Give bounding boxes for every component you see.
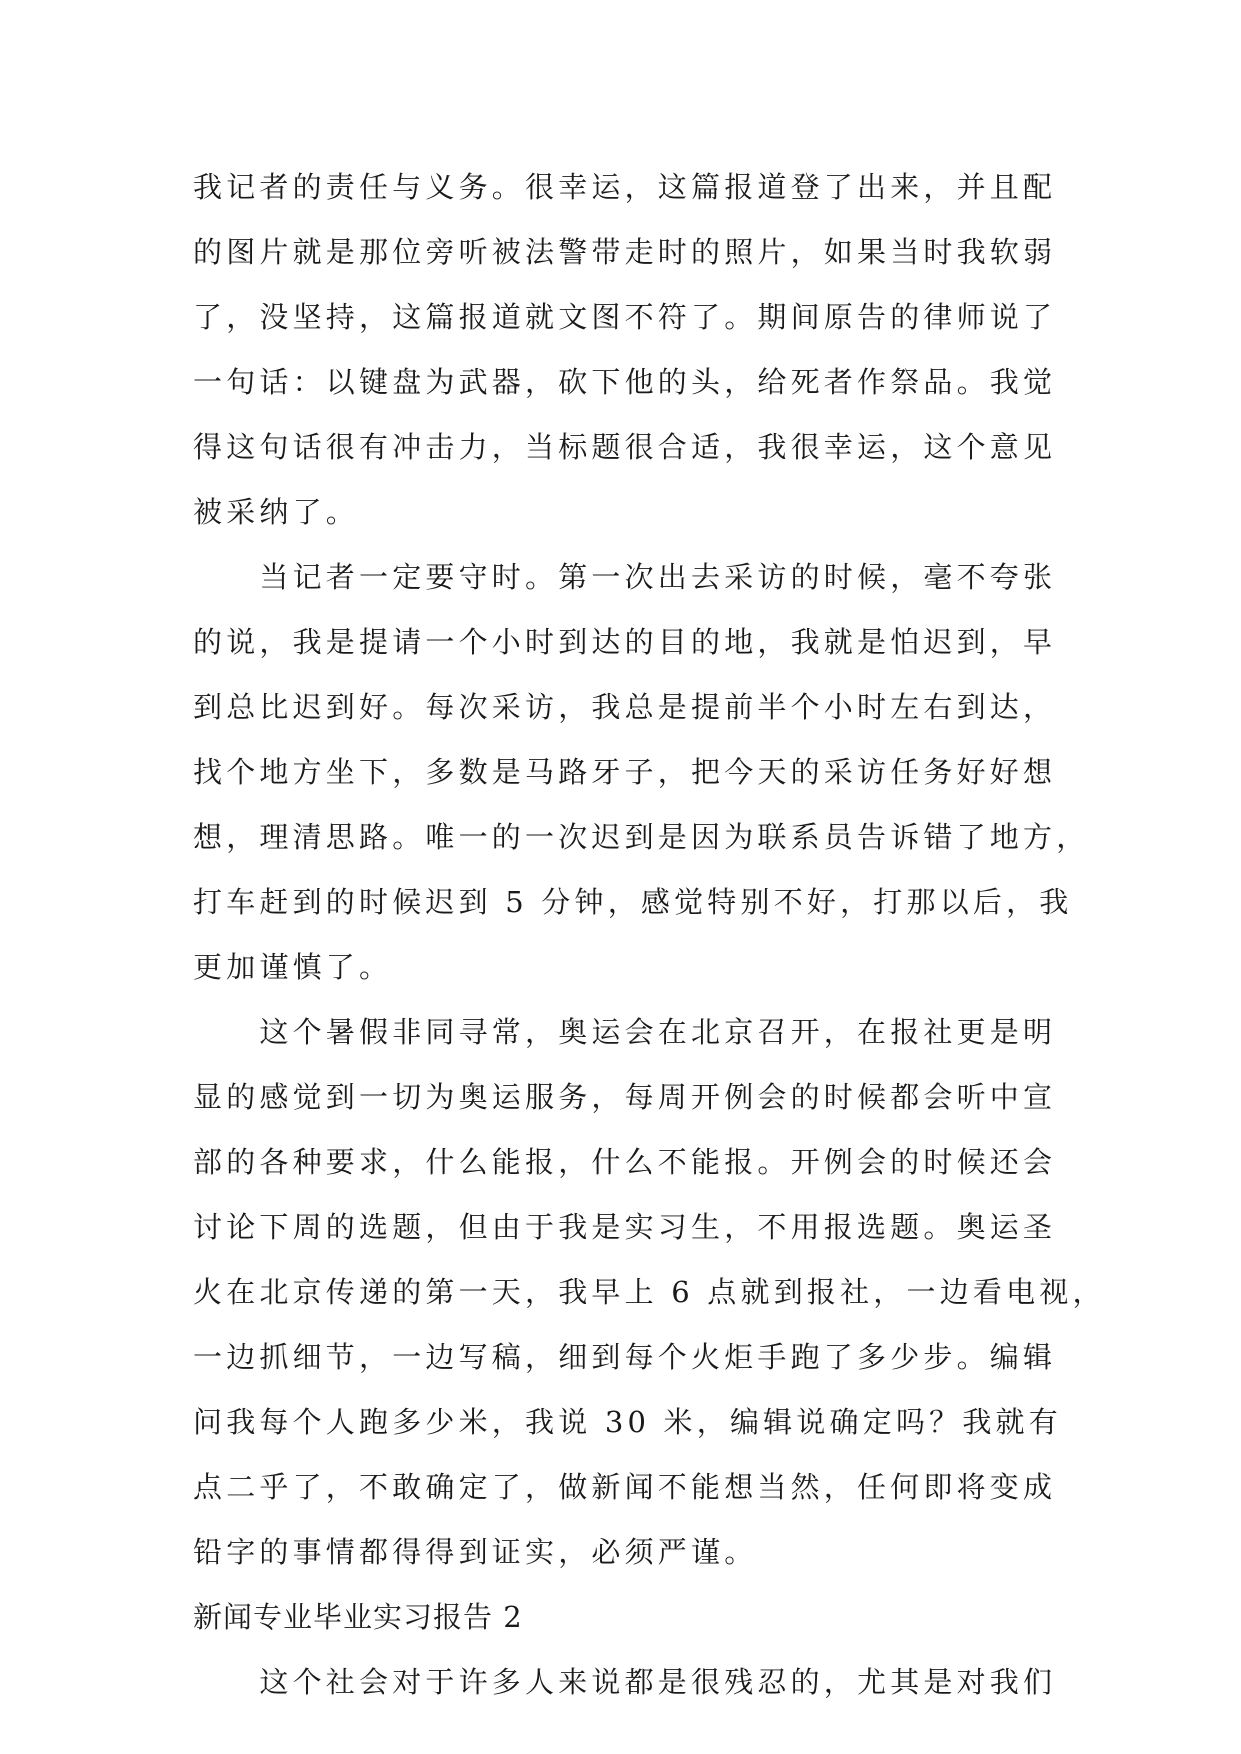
text-line: 一边抓细节，一边写稿，细到每个火炬手跑了多少步。编辑	[193, 1340, 1057, 1374]
text-line: 到总比迟到好。每次采访，我总是提前半个小时左右到达，	[193, 690, 1057, 724]
text-line: 被采纳了。	[193, 495, 360, 529]
text-line: 得这句话很有冲击力，当标题很合适，我很幸运，这个意见	[193, 430, 1057, 464]
text-line: 了，没坚持，这篇报道就文图不符了。期间原告的律师说了	[193, 300, 1057, 334]
text-line: 更加谨慎了。	[193, 950, 393, 984]
text-line: 这个暑假非同寻常，奥运会在北京召开，在报社更是明	[193, 1015, 1057, 1049]
text-line: 当记者一定要守时。第一次出去采访的时候，毫不夸张	[193, 560, 1057, 594]
text-line: 讨论下周的选题，但由于我是实习生，不用报选题。奥运圣	[193, 1210, 1057, 1244]
text-line: 火在北京传递的第一天，我早上 6 点就到报社，一边看电视，	[193, 1275, 1106, 1309]
text-line: 显的感觉到一切为奥运服务，每周开例会的时候都会听中宣	[193, 1080, 1057, 1114]
text-line: 一句话：以键盘为武器，砍下他的头，给死者作祭品。我觉	[193, 365, 1057, 399]
text-line: 想，理清思路。唯一的一次迟到是因为联系员告诉错了地方，	[193, 820, 1090, 854]
section-heading: 新闻专业毕业实习报告 2	[193, 1600, 523, 1634]
text-line: 问我每个人跑多少米，我说 30 米，编辑说确定吗？我就有	[193, 1405, 1062, 1439]
text-line: 的说，我是提请一个小时到达的目的地，我就是怕迟到，早	[193, 625, 1057, 659]
document-body	[193, 155, 1106, 1715]
text-line: 铅字的事情都得得到证实，必须严谨。	[193, 1535, 758, 1569]
text-line: 我记者的责任与义务。很幸运，这篇报道登了出来，并且配	[193, 170, 1057, 204]
text-line: 的图片就是那位旁听被法警带走时的照片，如果当时我软弱	[193, 235, 1057, 269]
text-line: 部的各种要求，什么能报，什么不能报。开例会的时候还会	[193, 1145, 1057, 1179]
text-line: 找个地方坐下，多数是马路牙子，把今天的采访任务好好想	[193, 755, 1057, 789]
text-line: 点二乎了，不敢确定了，做新闻不能想当然，任何即将变成	[193, 1470, 1057, 1504]
text-line: 打车赶到的时候迟到 5 分钟，感觉特别不好，打那以后，我	[193, 885, 1073, 919]
text-line: 这个社会对于许多人来说都是很残忍的，尤其是对我们	[193, 1665, 1057, 1699]
